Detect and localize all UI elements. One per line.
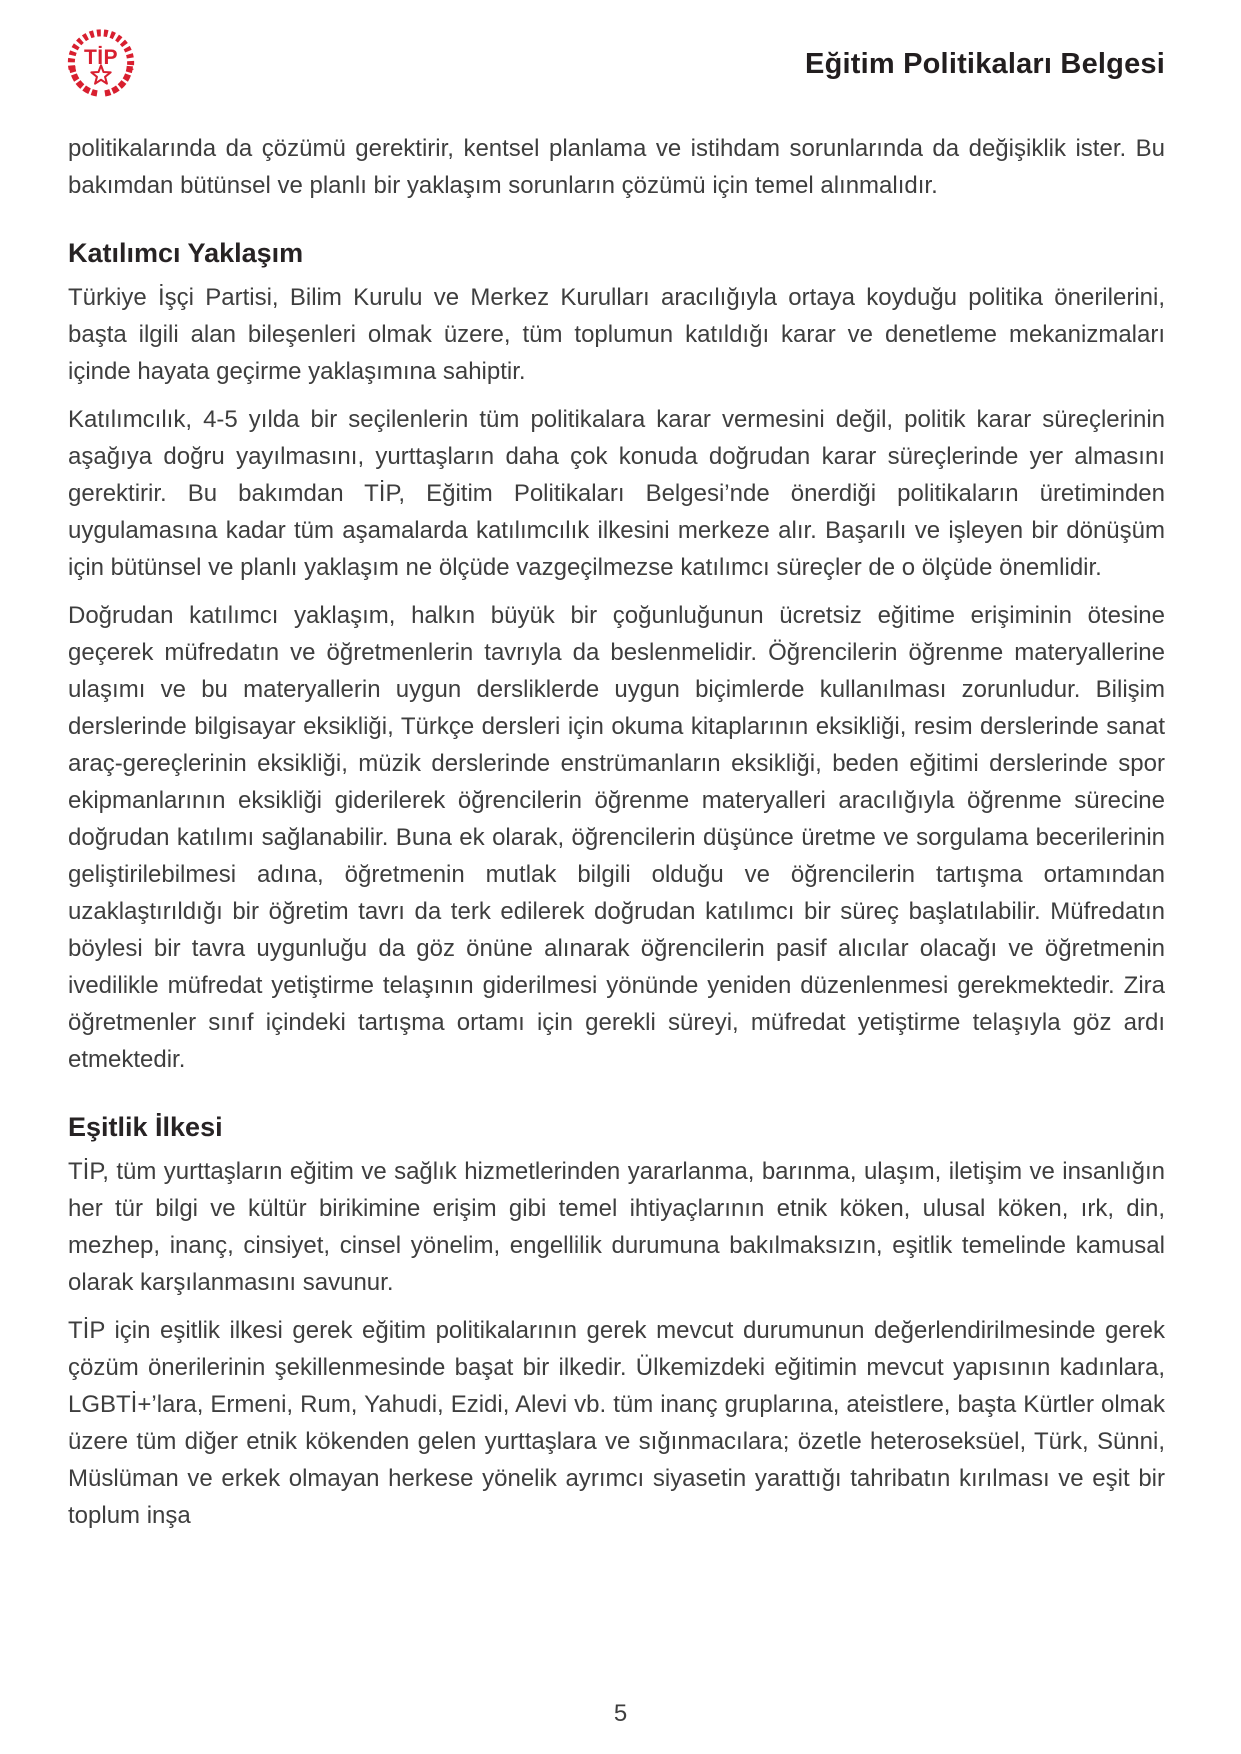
paragraph: TİP, tüm yurttaşların eğitim ve sağlık hizmetlerinden yararlanma, barınma, ulaşım, iletişim ve insanlığın her tür bilgi ve kültür birikimine erişim gibi temel ihtiyaçlarının etnik köken, ulusal köken, ırk, din, mezhep, inanç, cinsiyet, cinsel yönelim, engellilik durumuna bakılmaksızın, eşitlik temelinde kamusal olarak karşılanmasını savunur. xyxy=(68,1158,1165,1296)
paragraph: Doğrudan katılımcı yaklaşım, halkın büyük bir çoğunluğunun ücretsiz eğitime erişiminin ötesine geçerek müfredatın ve öğretmenlerin tavrıyla da beslenmelidir. Öğrencilerin öğrenme materyallerine ulaşımı ve bu materyallerin uygun dersliklerde uygun biçimlerde kullanılması zorunludur. Bilişim derslerinde bilgisayar eksikliği, Türkçe dersleri için okuma kitaplarının eksikliği, resim derslerinde sanat araç-gereçlerinin eksikliği, müzik derslerinde enstrümanların eksikliği, beden eğitimi derslerinde spor ekipmanlarının eksikliği giderilerek öğrencilerin öğrenme materyalleri aracılığıyla öğrenme sürecine doğrudan katılımı sağlanabilir. Buna ek olarak, öğrencilerin düşünce üretme ve sorgulama becerilerinin geliştirilebilmesi adına, öğretmenin mutlak bilgili olduğu ve öğrencilerin tartışma ortamından uzaklaştırıldığı bir öğretim tavrı da terk edilerek doğrudan katılımcı bir süreç başlatılabilir. Müfredatın böylesi bir tavra uygunluğu da göz önüne alınarak öğrencilerin pasif alıcılar olacağı ve öğretmenin ivedilikle müfredat yetiştirme telaşının giderilmesi yönünde yeniden düzenlenmesi gerekmektedir. Zira öğretmenler sınıf içindeki tartışma ortamı için gerekli süreyi, müfredat yetiştirme telaşıyla göz ardı etmektedir. xyxy=(68,602,1165,1073)
section-heading-katilimci-yaklasim: Katılımcı Yaklaşım xyxy=(68,238,304,268)
page-footer xyxy=(0,1700,1241,1728)
paragraph: Katılımcılık, 4-5 yılda bir seçilenlerin tüm politikalara karar vermesini değil, politik karar süreçlerinin aşağıya doğru yayılmasını, yurttaşların daha çok konuda doğrudan karar süreçlerinde yer almasını gerektirir. Bu bakımdan TİP, Eğitim Politikaları Belgesi’nde önerdiği politikaların üretiminden uygulamasına kadar tüm aşamalarda katılımcılık ilkesini merkeze alır. Başarılı ve işleyen bir dönüşüm için bütünsel ve planlı yaklaşım ne ölçüde vazgeçilmezse katılımcı süreçler de o ölçüde önemlidir. xyxy=(68,406,1165,581)
page-content xyxy=(68,130,1165,1534)
page-number: 5 xyxy=(613,1700,628,1727)
laurel-wreath-left-icon xyxy=(72,66,97,93)
paragraph-intro-continuation: politikalarında da çözümü gerektirir, kentsel planlama ve istihdam sorunlarında da değişiklik ister. Bu bakımdan bütünsel ve planlı bir yaklaşım sorunların çözümü için temel alınmalıdır. xyxy=(68,135,1165,199)
laurel-wreath-right-icon xyxy=(105,66,130,93)
tip-party-logo-icon xyxy=(62,22,140,104)
logo-text: TİP xyxy=(84,45,118,69)
paragraph: Türkiye İşçi Partisi, Bilim Kurulu ve Merkez Kurulları aracılığıyla ortaya koyduğu politika önerilerini, başta ilgili alan bileşenleri olmak üzere, tüm toplumun katıldığı karar ve denetleme mekanizmaları içinde hayata geçirme yaklaşımına sahiptir. xyxy=(68,284,1165,385)
section-heading-esitlik-ilkesi: Eşitlik İlkesi xyxy=(68,1112,223,1142)
document-title: Eğitim Politikaları Belgesi xyxy=(805,48,1165,80)
page-header xyxy=(68,22,1165,114)
paragraph: TİP için eşitlik ilkesi gerek eğitim politikalarının gerek mevcut durumunun değerlendirilmesinde gerek çözüm önerilerinin şekillenmesinde başat bir ilkedir. Ülkemizdeki eğitimin mevcut yapısının kadınlara, LGBTİ+’lara, Ermeni, Rum, Yahudi, Ezidi, Alevi vb. tüm inanç gruplarına, ateistlere, başta Kürtler olmak üzere tüm diğer etnik kökenden gelen yurttaşlara ve sığınmacılara; özetle heteroseksüel, Türk, Sünni, Müslüman ve erkek olmayan herkese yönelik ayrımcı siyasetin yarattığı tahribatın kırılması ve eşit bir toplum inşa xyxy=(68,1317,1165,1529)
